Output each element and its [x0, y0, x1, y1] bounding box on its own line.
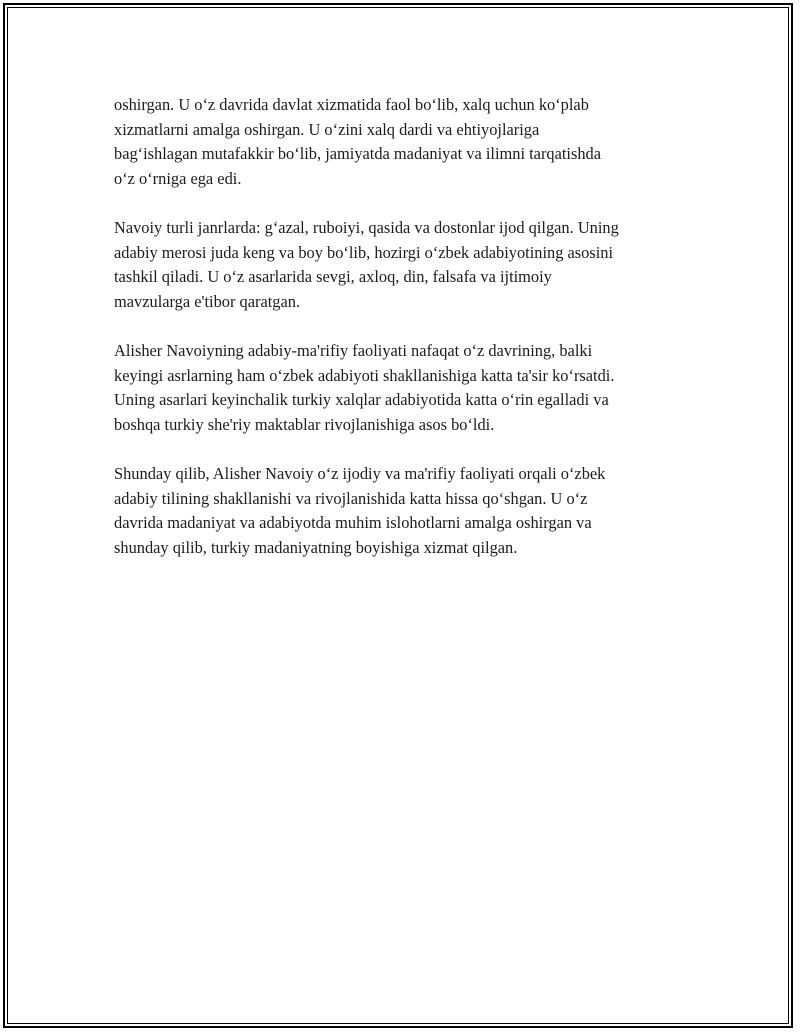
text-line: o‘z o‘rniga ega edi.: [114, 168, 242, 188]
text-line: shunday qilib, turkiy madaniyatning boyishiga xizmat qilgan.: [114, 537, 518, 557]
text-line: tashkil qiladi. U o‘z asarlarida sevgi, axloq, din, falsafa va ijtimoiy: [114, 267, 552, 287]
text-line: Alisher Navoiyning adabiy-ma'rifiy faoliyati nafaqat o‘z davrining, balki: [114, 340, 593, 360]
paragraph-3: [114, 339, 704, 437]
text-line: bag‘ishlagan mutafakkir bo‘lib, jamiyatda madaniyat va ilimni tarqatishda: [114, 144, 602, 164]
paragraph-4: [114, 462, 704, 560]
text-line: oshirgan. U o‘z davrida davlat xizmatida faol bo‘lib, xalq uchun ko‘plab: [114, 95, 589, 114]
text-line: Shunday qilib, Alisher Navoiy o‘z ijodiy va ma'rifiy faoliyati orqali o‘zbek: [114, 463, 606, 483]
paragraph-1: [114, 93, 704, 191]
text-line: mavzularga e'tibor qaratgan.: [114, 291, 301, 311]
text-line: adabiy tilining shakllanishi va rivojlanishida katta hissa qo‘shgan. U o‘z: [114, 488, 588, 508]
paragraph-2: [114, 216, 704, 314]
text-line: davrida madaniyat va adabiyotda muhim islohotlarni amalga oshirgan va: [114, 513, 592, 533]
document-body: [114, 93, 704, 585]
text-line: keyingi asrlarning ham o‘zbek adabiyoti shakllanishiga katta ta'sir ko‘rsatdi.: [114, 365, 615, 385]
text-line: boshqa turkiy she'riy maktablar rivojlanishiga asos bo‘ldi.: [114, 414, 495, 434]
text-line: Navoiy turli janrlarda: g‘azal, ruboiyi, qasida va dostonlar ijod qilgan. Uning: [114, 217, 619, 237]
text-line: Uning asarlari keyinchalik turkiy xalqlar adabiyotida katta o‘rin egalladi va: [114, 390, 609, 410]
text-line: adabiy merosi juda keng va boy bo‘lib, hozirgi o‘zbek adabiyotining asosini: [114, 242, 614, 262]
text-line: xizmatlarni amalga oshirgan. U o‘zini xalq dardi va ehtiyojlariga: [114, 119, 540, 139]
